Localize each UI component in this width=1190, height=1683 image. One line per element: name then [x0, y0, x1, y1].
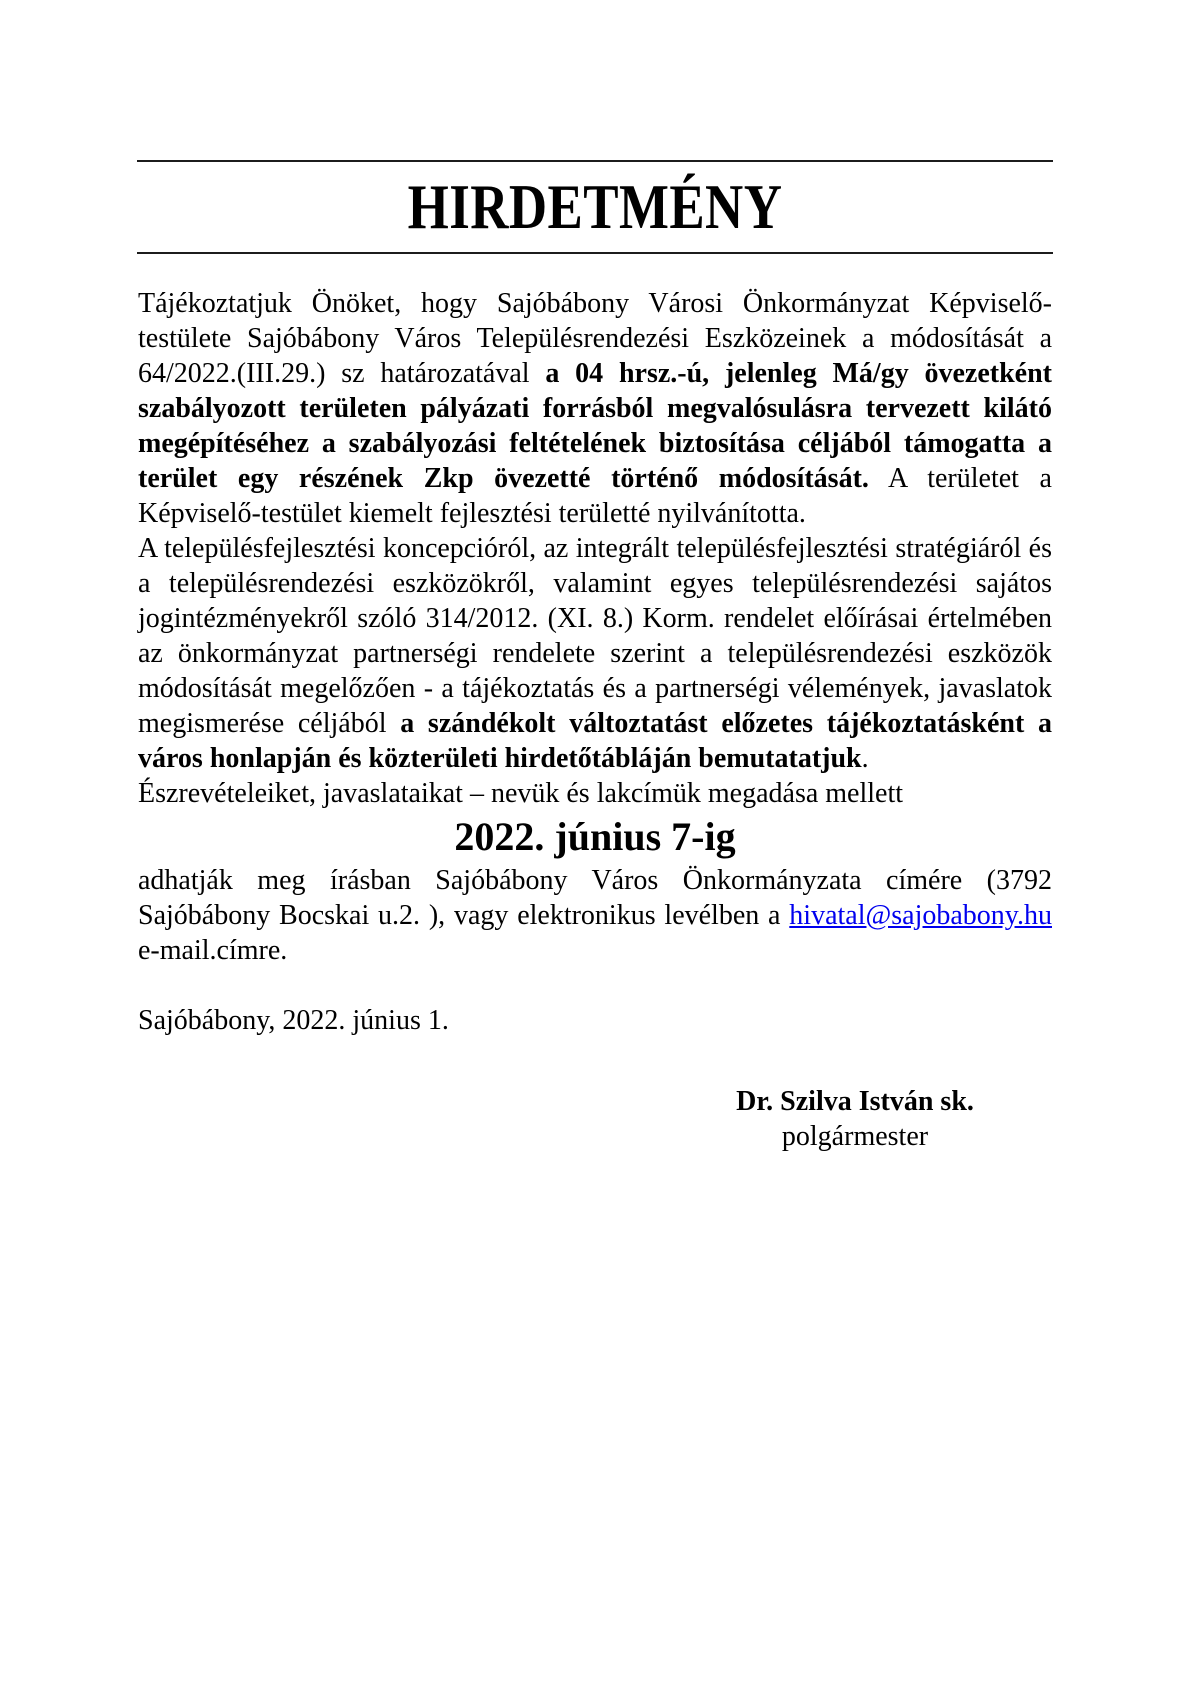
- signatory-name: Dr. Szilva István sk.: [736, 1086, 974, 1117]
- text-run: A területet a Képviselő-testület kiemelt fejlesztési területté nyilvánította.: [138, 463, 1052, 529]
- paragraph-decision: [138, 286, 1052, 531]
- dateline: Sajóbábony, 2022. június 1.: [138, 1005, 449, 1036]
- paragraph-legal-basis: [138, 531, 1052, 776]
- paragraph-feedback-intro: Észrevételeiket, javaslataikat – nevük és lakcímük megadása mellett: [138, 778, 904, 809]
- text-run: Tájékoztatjuk Önöket, hogy Sajóbábony Városi Önkormányzat Képviselő-testülete Sajóbábony Város Településrendezési Eszközeinek a módosítását a 64/2022.(III.29.) sz határozatával: [138, 288, 1052, 389]
- deadline-date: 2022. június 7-ig: [454, 814, 736, 859]
- document-body: [138, 286, 1052, 1154]
- text-run: e-mail.címre.: [138, 935, 288, 966]
- text-run: adhatják meg írásban Sajóbábony Város Önkormányzata címére (3792 Sajóbábony Bocskai u.2. ), vagy elektronikus levélben a: [138, 865, 1052, 931]
- bold-text-run: a 04 hrsz.-ú, jelenleg Má/gy övezetként szabályozott területen pályázati forrásból megvalósulásra tervezett kilátó megépítéséhez a szabályozási feltételének biztosítása céljából támogatta a terület egy részének Zkp övezetté történő módosítását.: [138, 358, 1052, 494]
- document-header: [137, 0, 1053, 254]
- text-run: A településfejlesztési koncepcióról, az integrált településfejlesztési stratégiáról és a településrendezési eszközökről, valamint egyes településrendezési sajátos jogintézményekről szóló 314/2012. (XI. 8.) Korm. rendelet előírásai értelmében az önkormányzat partnerségi rendelete szerint a településrendezési eszközök módosítását megelőzően - a tájékoztatás és a partnerségi vélemények, javaslatok megismerése céljából: [138, 533, 1052, 739]
- paragraph-submission: [138, 863, 1052, 968]
- signatory-title: polgármester: [781, 1121, 929, 1152]
- bold-text-run: a szándékolt változtatást előzetes tájékoztatásként a város honlapján és közterületi hirdetőtábláján bemutatatjuk: [138, 708, 1052, 774]
- text-run: .: [861, 743, 869, 774]
- header-rule-bottom: [137, 252, 1053, 254]
- page-title: HIRDETMÉNY: [407, 172, 783, 242]
- signature-block: [705, 1084, 1005, 1154]
- email-link[interactable]: hivatal@sajobabony.hu: [789, 900, 1052, 931]
